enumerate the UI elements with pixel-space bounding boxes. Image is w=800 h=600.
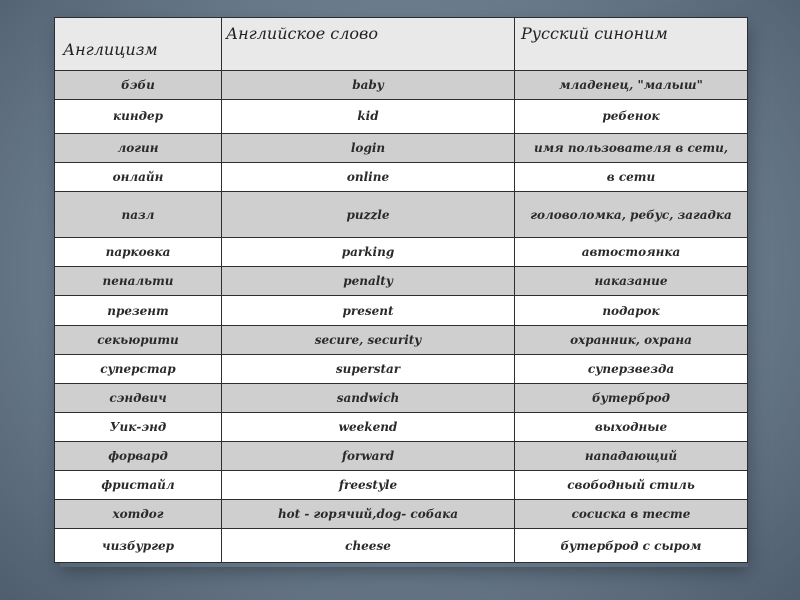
- table-row: [55, 412, 748, 441]
- cell-russian-synonym: бутерброд с сыром: [515, 529, 748, 563]
- cell-russian-synonym: ребенок: [515, 100, 748, 133]
- header-russian-synonym: Русский синоним: [515, 18, 748, 71]
- cell-anglicism: хотдог: [55, 500, 222, 529]
- cell-anglicism: суперстар: [55, 354, 222, 383]
- cell-russian-synonym: головоломка, ребус, загадка: [515, 191, 748, 237]
- table-row: [55, 325, 748, 354]
- cell-english-word: login: [222, 133, 515, 162]
- vocabulary-table: [54, 17, 748, 563]
- cell-anglicism: форвард: [55, 442, 222, 471]
- cell-russian-synonym: бутерброд: [515, 383, 748, 412]
- cell-anglicism: парковка: [55, 238, 222, 267]
- cell-anglicism: киндер: [55, 100, 222, 133]
- table-row: [55, 471, 748, 500]
- cell-anglicism: пазл: [55, 191, 222, 237]
- cell-russian-synonym: автостоянка: [515, 238, 748, 267]
- cell-english-word: baby: [222, 71, 515, 100]
- cell-russian-synonym: в сети: [515, 162, 748, 191]
- cell-anglicism: фристайл: [55, 471, 222, 500]
- cell-english-word: sandwich: [222, 383, 515, 412]
- cell-english-word: freestyle: [222, 471, 515, 500]
- table-row: [55, 267, 748, 296]
- cell-russian-synonym: суперзвезда: [515, 354, 748, 383]
- table-row: [55, 133, 748, 162]
- cell-anglicism: Уик-энд: [55, 412, 222, 441]
- cell-russian-synonym: имя пользователя в сети,: [515, 133, 748, 162]
- cell-english-word: cheese: [222, 529, 515, 563]
- table-row: [55, 100, 748, 133]
- cell-english-word: weekend: [222, 412, 515, 441]
- cell-russian-synonym: свободный стиль: [515, 471, 748, 500]
- cell-anglicism: презент: [55, 296, 222, 325]
- cell-anglicism: логин: [55, 133, 222, 162]
- cell-anglicism: онлайн: [55, 162, 222, 191]
- table-row: [55, 238, 748, 267]
- cell-anglicism: пенальти: [55, 267, 222, 296]
- cell-russian-synonym: сосиска в тесте: [515, 500, 748, 529]
- cell-english-word: online: [222, 162, 515, 191]
- cell-russian-synonym: наказание: [515, 267, 748, 296]
- cell-russian-synonym: выходные: [515, 412, 748, 441]
- cell-russian-synonym: охранник, охрана: [515, 325, 748, 354]
- cell-russian-synonym: нападающий: [515, 442, 748, 471]
- cell-english-word: hot - горячий,dog- собака: [222, 500, 515, 529]
- header-anglicism: Англицизм: [55, 18, 222, 71]
- cell-russian-synonym: младенец, "малыш": [515, 71, 748, 100]
- cell-english-word: present: [222, 296, 515, 325]
- cell-russian-synonym: подарок: [515, 296, 748, 325]
- table-row: [55, 383, 748, 412]
- table-row: [55, 354, 748, 383]
- table-header-row: [55, 18, 748, 71]
- table-row: [55, 296, 748, 325]
- table-row: [55, 71, 748, 100]
- cell-anglicism: секьюрити: [55, 325, 222, 354]
- cell-english-word: penalty: [222, 267, 515, 296]
- cell-english-word: parking: [222, 238, 515, 267]
- table-row: [55, 162, 748, 191]
- cell-english-word: kid: [222, 100, 515, 133]
- cell-anglicism: сэндвич: [55, 383, 222, 412]
- table-row: [55, 191, 748, 237]
- table-row: [55, 442, 748, 471]
- cell-english-word: forward: [222, 442, 515, 471]
- header-english-word: Английское слово: [222, 18, 515, 71]
- cell-english-word: secure, security: [222, 325, 515, 354]
- cell-anglicism: чизбургер: [55, 529, 222, 563]
- cell-english-word: puzzle: [222, 191, 515, 237]
- table-row: [55, 529, 748, 563]
- table-row: [55, 500, 748, 529]
- cell-anglicism: бэби: [55, 71, 222, 100]
- cell-english-word: superstar: [222, 354, 515, 383]
